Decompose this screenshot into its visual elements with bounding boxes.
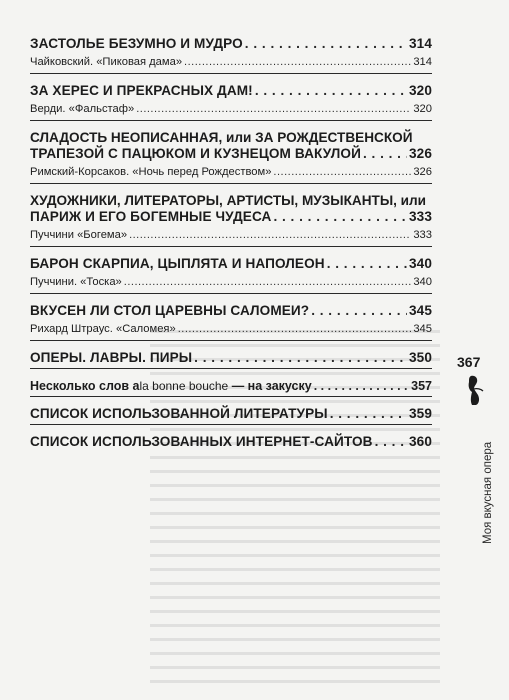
- toc-subentry[interactable]: [30, 101, 432, 117]
- page-number: 367: [457, 354, 481, 370]
- dot-leader: [184, 54, 411, 70]
- toc-subentry[interactable]: [30, 274, 432, 290]
- toc-subtitle: Рихард Штраус. «Саломея»: [30, 323, 176, 335]
- toc-entry[interactable]: [30, 406, 432, 422]
- toc-page-number: 340: [409, 256, 432, 271]
- opera-singer-silhouette-icon: [462, 374, 484, 406]
- toc-page-number: 345: [413, 323, 432, 335]
- toc-title-line[interactable]: ХУДОЖНИКИ, ЛИТЕРАТОРЫ, АРТИСТЫ, МУЗЫКАНТЫ, или: [30, 193, 427, 208]
- toc-section: [30, 83, 432, 121]
- dot-leader: [273, 164, 411, 180]
- toc-title-part: Несколько слов а: [30, 379, 140, 393]
- toc-title-line[interactable]: СЛАДОСТЬ НЕОПИСАННАЯ, или ЗА РОЖДЕСТВЕНСКОЙ: [30, 130, 413, 145]
- toc-page-number: 360: [409, 434, 432, 449]
- dot-leader: [129, 227, 411, 243]
- toc-entry[interactable]: [30, 256, 432, 272]
- toc-entry[interactable]: [30, 303, 432, 319]
- toc-section: [30, 406, 432, 425]
- toc-page-number: 320: [413, 103, 432, 115]
- toc-entry[interactable]: [30, 434, 432, 450]
- toc-subentry[interactable]: [30, 227, 432, 243]
- dot-leader: [136, 101, 411, 117]
- toc-title: ТРАПЕЗОЙ С ПАЦЮКОМ И КУЗНЕЦОМ ВАКУЛОЙ: [30, 146, 361, 161]
- toc-subentry[interactable]: [30, 164, 432, 180]
- running-head-text: Моя вкусная опера: [482, 441, 494, 544]
- toc-title: БАРОН СКАРПИА, ЦЫПЛЯТА И НАПОЛЕОН: [30, 256, 325, 271]
- toc-entry[interactable]: [30, 83, 432, 99]
- dot-leader: [363, 146, 407, 162]
- toc-subentry[interactable]: [30, 321, 432, 337]
- toc-title: ПАРИЖ И ЕГО БОГЕМНЫЕ ЧУДЕСА: [30, 209, 272, 224]
- toc-section: [30, 36, 432, 74]
- dot-leader: [124, 274, 412, 290]
- toc-entry[interactable]: [30, 36, 432, 52]
- toc-subtitle: Римский-Корсаков. «Ночь перед Рождеством»: [30, 166, 272, 178]
- toc-page-number: 340: [413, 276, 432, 288]
- dot-leader: [330, 406, 407, 422]
- toc-page-number: 345: [409, 303, 432, 318]
- toc-title: [30, 378, 312, 394]
- toc-page-number: 357: [411, 379, 432, 393]
- toc-title: ЗА ХЕРЕС И ПРЕКРАСНЫХ ДАМ!: [30, 83, 253, 98]
- dot-leader: [311, 303, 407, 319]
- dot-leader: [273, 209, 407, 225]
- toc-title: СПИСОК ИСПОЛЬЗОВАННОЙ ЛИТЕРАТУРЫ: [30, 406, 328, 421]
- toc-section: [30, 303, 432, 341]
- toc-page-number: 333: [413, 229, 432, 241]
- toc-page-number: 314: [409, 36, 432, 51]
- toc-subtitle: Пуччини. «Тоска»: [30, 276, 122, 288]
- toc-subtitle: Чайковский. «Пиковая дама»: [30, 56, 183, 68]
- toc-subentry[interactable]: [30, 54, 432, 70]
- toc-entry[interactable]: [30, 146, 432, 162]
- toc-page-number: 326: [413, 166, 432, 178]
- toc-subtitle: Пуччини «Богема»: [30, 229, 128, 241]
- toc-title: ВКУСЕН ЛИ СТОЛ ЦАРЕВНЫ САЛОМЕИ?: [30, 303, 310, 318]
- toc-page-number: 333: [409, 209, 432, 224]
- toc-title: ОПЕРЫ. ЛАВРЫ. ПИРЫ: [30, 350, 193, 365]
- toc-page-number: 359: [409, 406, 432, 421]
- toc-entry[interactable]: [30, 378, 432, 394]
- dot-leader: [194, 350, 407, 366]
- toc-title: СПИСОК ИСПОЛЬЗОВАННЫХ ИНТЕРНЕТ-САЙТОВ: [30, 434, 373, 449]
- dot-leader: [178, 321, 412, 337]
- toc-title: ЗАСТОЛЬЕ БЕЗУМНО И МУДРО: [30, 36, 243, 51]
- toc-section: [30, 130, 432, 184]
- table-of-contents: [30, 36, 432, 461]
- toc-title-latin: la bonne bouche: [139, 379, 229, 393]
- running-head: [468, 418, 494, 548]
- toc-page-number: 326: [409, 146, 432, 161]
- toc-section: [30, 256, 432, 294]
- toc-title-part: — на закуску: [228, 379, 312, 393]
- toc-entry[interactable]: [30, 209, 432, 225]
- toc-section: [30, 434, 432, 452]
- toc-subtitle: Верди. «Фальстаф»: [30, 103, 135, 115]
- dot-leader: [314, 378, 409, 394]
- toc-page-number: 350: [409, 350, 432, 365]
- toc-page-number: 320: [409, 83, 432, 98]
- dot-leader: [245, 36, 407, 52]
- dot-leader: [375, 434, 407, 450]
- toc-section: [30, 193, 432, 247]
- dot-leader: [327, 256, 407, 272]
- toc-page-number: 314: [413, 56, 432, 68]
- dot-leader: [255, 83, 407, 99]
- toc-section: [30, 378, 432, 397]
- toc-entry[interactable]: [30, 350, 432, 366]
- toc-section: [30, 350, 432, 369]
